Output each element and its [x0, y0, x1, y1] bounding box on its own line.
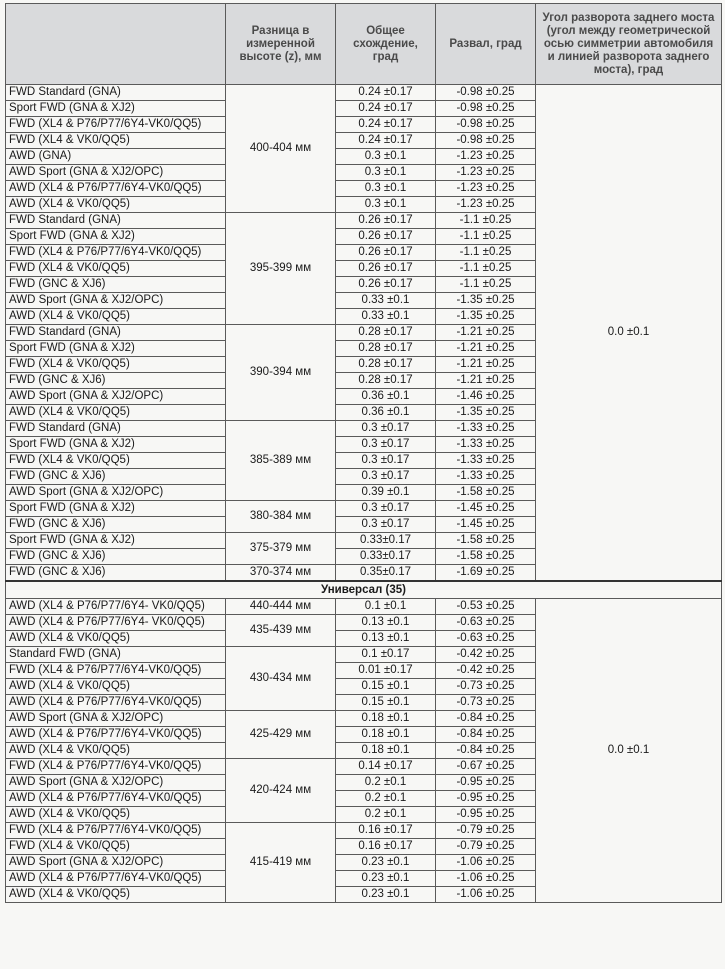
toe-cell: 0.36 ±0.1 [336, 389, 436, 405]
camber-cell: -0.95 ±0.25 [436, 807, 536, 823]
thrust-angle-cell: 0.0 ±0.1 [536, 599, 722, 903]
height-range-cell: 390-394 мм [226, 325, 336, 421]
toe-cell: 0.14 ±0.17 [336, 759, 436, 775]
toe-cell: 0.33±0.17 [336, 549, 436, 565]
toe-cell: 0.18 ±0.1 [336, 727, 436, 743]
camber-cell: -1.21 ±0.25 [436, 373, 536, 389]
toe-cell: 0.33 ±0.1 [336, 293, 436, 309]
toe-cell: 0.26 ±0.17 [336, 229, 436, 245]
model-cell: FWD Standard (GNA) [6, 421, 226, 437]
model-cell: FWD Standard (GNA) [6, 325, 226, 341]
model-cell: AWD (XL4 & P76/P77/6Y4- VK0/QQ5) [6, 615, 226, 631]
camber-cell: -1.1 ±0.25 [436, 229, 536, 245]
model-cell: FWD (XL4 & VK0/QQ5) [6, 357, 226, 373]
model-cell: FWD (XL4 & P76/P77/6Y4-VK0/QQ5) [6, 823, 226, 839]
toe-cell: 0.26 ±0.17 [336, 261, 436, 277]
model-cell: AWD (XL4 & VK0/QQ5) [6, 405, 226, 421]
camber-cell: -0.95 ±0.25 [436, 791, 536, 807]
toe-cell: 0.23 ±0.1 [336, 871, 436, 887]
toe-cell: 0.18 ±0.1 [336, 711, 436, 727]
model-cell: FWD (GNC & XJ6) [6, 517, 226, 533]
toe-cell: 0.15 ±0.1 [336, 695, 436, 711]
model-cell: AWD (XL4 & VK0/QQ5) [6, 679, 226, 695]
model-cell: FWD (XL4 & P76/P77/6Y4-VK0/QQ5) [6, 663, 226, 679]
camber-cell: -1.06 ±0.25 [436, 871, 536, 887]
camber-cell: -1.46 ±0.25 [436, 389, 536, 405]
camber-cell: -1.69 ±0.25 [436, 565, 536, 582]
camber-cell: -1.33 ±0.25 [436, 421, 536, 437]
camber-cell: -0.98 ±0.25 [436, 117, 536, 133]
model-cell: AWD (XL4 & VK0/QQ5) [6, 807, 226, 823]
toe-cell: 0.3 ±0.1 [336, 181, 436, 197]
toe-cell: 0.3 ±0.17 [336, 421, 436, 437]
camber-cell: -0.84 ±0.25 [436, 711, 536, 727]
camber-cell: -1.45 ±0.25 [436, 501, 536, 517]
toe-cell: 0.13 ±0.1 [336, 631, 436, 647]
camber-cell: -1.33 ±0.25 [436, 437, 536, 453]
camber-cell: -1.06 ±0.25 [436, 887, 536, 903]
camber-cell: -1.58 ±0.25 [436, 533, 536, 549]
model-cell: AWD (XL4 & VK0/QQ5) [6, 743, 226, 759]
table-body [6, 85, 722, 903]
table-row [6, 85, 722, 101]
header-thrust-angle: Угол разворота заднего моста (угол между геометрической осью симметрии автомобиля и линией разворота заднего моста), град [536, 4, 722, 85]
toe-cell: 0.33 ±0.1 [336, 309, 436, 325]
toe-cell: 0.3 ±0.1 [336, 165, 436, 181]
model-cell: AWD (XL4 & VK0/QQ5) [6, 887, 226, 903]
toe-cell: 0.18 ±0.1 [336, 743, 436, 759]
camber-cell: -1.06 ±0.25 [436, 855, 536, 871]
model-cell: FWD (XL4 & P76/P77/6Y4-VK0/QQ5) [6, 117, 226, 133]
model-cell: FWD (GNC & XJ6) [6, 373, 226, 389]
height-range-cell: 375-379 мм [226, 533, 336, 565]
model-cell: AWD (XL4 & P76/P77/6Y4-VK0/QQ5) [6, 695, 226, 711]
toe-cell: 0.28 ±0.17 [336, 357, 436, 373]
toe-cell: 0.24 ±0.17 [336, 101, 436, 117]
model-cell: FWD (GNC & XJ6) [6, 549, 226, 565]
camber-cell: -1.1 ±0.25 [436, 245, 536, 261]
camber-cell: -0.67 ±0.25 [436, 759, 536, 775]
camber-cell: -0.42 ±0.25 [436, 647, 536, 663]
toe-cell: 0.26 ±0.17 [336, 277, 436, 293]
toe-cell: 0.2 ±0.1 [336, 775, 436, 791]
model-cell: Sport FWD (GNA & XJ2) [6, 501, 226, 517]
camber-cell: -1.23 ±0.25 [436, 149, 536, 165]
toe-cell: 0.1 ±0.17 [336, 647, 436, 663]
camber-cell: -1.58 ±0.25 [436, 485, 536, 501]
toe-cell: 0.35±0.17 [336, 565, 436, 582]
table-header-row [6, 4, 722, 85]
model-cell: AWD Sport (GNA & XJ2/OPC) [6, 855, 226, 871]
toe-cell: 0.16 ±0.17 [336, 839, 436, 855]
model-cell: AWD (XL4 & P76/P77/6Y4- VK0/QQ5) [6, 599, 226, 615]
model-cell: AWD Sport (GNA & XJ2/OPC) [6, 711, 226, 727]
camber-cell: -1.23 ±0.25 [436, 181, 536, 197]
height-range-cell: 370-374 мм [226, 565, 336, 582]
toe-cell: 0.23 ±0.1 [336, 887, 436, 903]
toe-cell: 0.28 ±0.17 [336, 325, 436, 341]
camber-cell: -1.21 ±0.25 [436, 341, 536, 357]
model-cell: FWD Standard (GNA) [6, 85, 226, 101]
toe-cell: 0.3 ±0.17 [336, 501, 436, 517]
toe-cell: 0.3 ±0.17 [336, 437, 436, 453]
camber-cell: -1.21 ±0.25 [436, 357, 536, 373]
toe-cell: 0.3 ±0.17 [336, 469, 436, 485]
model-cell: AWD (XL4 & P76/P77/6Y4-VK0/QQ5) [6, 727, 226, 743]
toe-cell: 0.23 ±0.1 [336, 855, 436, 871]
camber-cell: -0.95 ±0.25 [436, 775, 536, 791]
toe-cell: 0.39 ±0.1 [336, 485, 436, 501]
model-cell: AWD (XL4 & VK0/QQ5) [6, 631, 226, 647]
toe-cell: 0.13 ±0.1 [336, 615, 436, 631]
toe-cell: 0.1 ±0.1 [336, 599, 436, 615]
toe-cell: 0.01 ±0.17 [336, 663, 436, 679]
camber-cell: -0.98 ±0.25 [436, 101, 536, 117]
model-cell: Sport FWD (GNA & XJ2) [6, 341, 226, 357]
height-range-cell: 385-389 мм [226, 421, 336, 501]
height-range-cell: 415-419 мм [226, 823, 336, 903]
model-cell: Sport FWD (GNA & XJ2) [6, 533, 226, 549]
model-cell: FWD (GNC & XJ6) [6, 565, 226, 582]
section-header-row [6, 581, 722, 599]
toe-cell: 0.3 ±0.17 [336, 453, 436, 469]
camber-cell: -1.23 ±0.25 [436, 165, 536, 181]
camber-cell: -1.1 ±0.25 [436, 261, 536, 277]
height-range-cell: 440-444 мм [226, 599, 336, 615]
height-range-cell: 395-399 мм [226, 213, 336, 325]
camber-cell: -1.33 ±0.25 [436, 469, 536, 485]
toe-cell: 0.3 ±0.17 [336, 517, 436, 533]
camber-cell: -1.58 ±0.25 [436, 549, 536, 565]
model-cell: AWD Sport (GNA & XJ2/OPC) [6, 165, 226, 181]
model-cell: Sport FWD (GNA & XJ2) [6, 437, 226, 453]
height-range-cell: 400-404 мм [226, 85, 336, 213]
camber-cell: -0.98 ±0.25 [436, 133, 536, 149]
model-cell: Standard FWD (GNA) [6, 647, 226, 663]
thrust-angle-cell: 0.0 ±0.1 [536, 85, 722, 582]
toe-cell: 0.3 ±0.1 [336, 149, 436, 165]
header-camber: Развал, град [436, 4, 536, 85]
model-cell: FWD (XL4 & VK0/QQ5) [6, 133, 226, 149]
camber-cell: -0.73 ±0.25 [436, 695, 536, 711]
camber-cell: -1.45 ±0.25 [436, 517, 536, 533]
header-total-toe: Общее схождение, град [336, 4, 436, 85]
camber-cell: -1.23 ±0.25 [436, 197, 536, 213]
model-cell: FWD Standard (GNA) [6, 213, 226, 229]
model-cell: FWD (XL4 & P76/P77/6Y4-VK0/QQ5) [6, 759, 226, 775]
camber-cell: -0.84 ±0.25 [436, 743, 536, 759]
height-range-cell: 420-424 мм [226, 759, 336, 823]
header-height-difference: Разница в измеренной высоте (z), мм [226, 4, 336, 85]
model-cell: FWD (XL4 & VK0/QQ5) [6, 261, 226, 277]
model-cell: FWD (XL4 & VK0/QQ5) [6, 453, 226, 469]
camber-cell: -0.79 ±0.25 [436, 823, 536, 839]
toe-cell: 0.26 ±0.17 [336, 245, 436, 261]
model-cell: AWD Sport (GNA & XJ2/OPC) [6, 293, 226, 309]
model-cell: AWD Sport (GNA & XJ2/OPC) [6, 485, 226, 501]
toe-cell: 0.24 ±0.17 [336, 133, 436, 149]
toe-cell: 0.3 ±0.1 [336, 197, 436, 213]
toe-cell: 0.2 ±0.1 [336, 807, 436, 823]
camber-cell: -1.21 ±0.25 [436, 325, 536, 341]
toe-cell: 0.15 ±0.1 [336, 679, 436, 695]
toe-cell: 0.26 ±0.17 [336, 213, 436, 229]
camber-cell: -1.1 ±0.25 [436, 277, 536, 293]
toe-cell: 0.28 ±0.17 [336, 341, 436, 357]
model-cell: Sport FWD (GNA & XJ2) [6, 101, 226, 117]
camber-cell: -0.63 ±0.25 [436, 615, 536, 631]
camber-cell: -0.79 ±0.25 [436, 839, 536, 855]
model-cell: AWD (XL4 & P76/P77/6Y4-VK0/QQ5) [6, 181, 226, 197]
camber-cell: -0.42 ±0.25 [436, 663, 536, 679]
section-title: Универсал (35) [6, 581, 722, 599]
alignment-spec-table [5, 3, 722, 903]
camber-cell: -1.35 ±0.25 [436, 309, 536, 325]
toe-cell: 0.36 ±0.1 [336, 405, 436, 421]
model-cell: Sport FWD (GNA & XJ2) [6, 229, 226, 245]
toe-cell: 0.24 ±0.17 [336, 117, 436, 133]
camber-cell: -1.33 ±0.25 [436, 453, 536, 469]
camber-cell: -1.35 ±0.25 [436, 293, 536, 309]
model-cell: AWD (XL4 & VK0/QQ5) [6, 309, 226, 325]
camber-cell: -1.1 ±0.25 [436, 213, 536, 229]
toe-cell: 0.33±0.17 [336, 533, 436, 549]
toe-cell: 0.28 ±0.17 [336, 373, 436, 389]
model-cell: AWD (GNA) [6, 149, 226, 165]
model-cell: AWD Sport (GNA & XJ2/OPC) [6, 775, 226, 791]
model-cell: FWD (GNC & XJ6) [6, 469, 226, 485]
toe-cell: 0.2 ±0.1 [336, 791, 436, 807]
height-range-cell: 380-384 мм [226, 501, 336, 533]
model-cell: FWD (XL4 & P76/P77/6Y4-VK0/QQ5) [6, 245, 226, 261]
table-row [6, 599, 722, 615]
camber-cell: -0.63 ±0.25 [436, 631, 536, 647]
model-cell: AWD (XL4 & VK0/QQ5) [6, 197, 226, 213]
camber-cell: -0.53 ±0.25 [436, 599, 536, 615]
camber-cell: -0.84 ±0.25 [436, 727, 536, 743]
height-range-cell: 430-434 мм [226, 647, 336, 711]
camber-cell: -0.73 ±0.25 [436, 679, 536, 695]
height-range-cell: 435-439 мм [226, 615, 336, 647]
toe-cell: 0.24 ±0.17 [336, 85, 436, 101]
height-range-cell: 425-429 мм [226, 711, 336, 759]
model-cell: AWD (XL4 & P76/P77/6Y4-VK0/QQ5) [6, 871, 226, 887]
model-cell: AWD (XL4 & P76/P77/6Y4-VK0/QQ5) [6, 791, 226, 807]
header-model [6, 4, 226, 85]
camber-cell: -1.35 ±0.25 [436, 405, 536, 421]
model-cell: FWD (GNC & XJ6) [6, 277, 226, 293]
toe-cell: 0.16 ±0.17 [336, 823, 436, 839]
model-cell: AWD Sport (GNA & XJ2/OPC) [6, 389, 226, 405]
model-cell: FWD (XL4 & VK0/QQ5) [6, 839, 226, 855]
camber-cell: -0.98 ±0.25 [436, 85, 536, 101]
